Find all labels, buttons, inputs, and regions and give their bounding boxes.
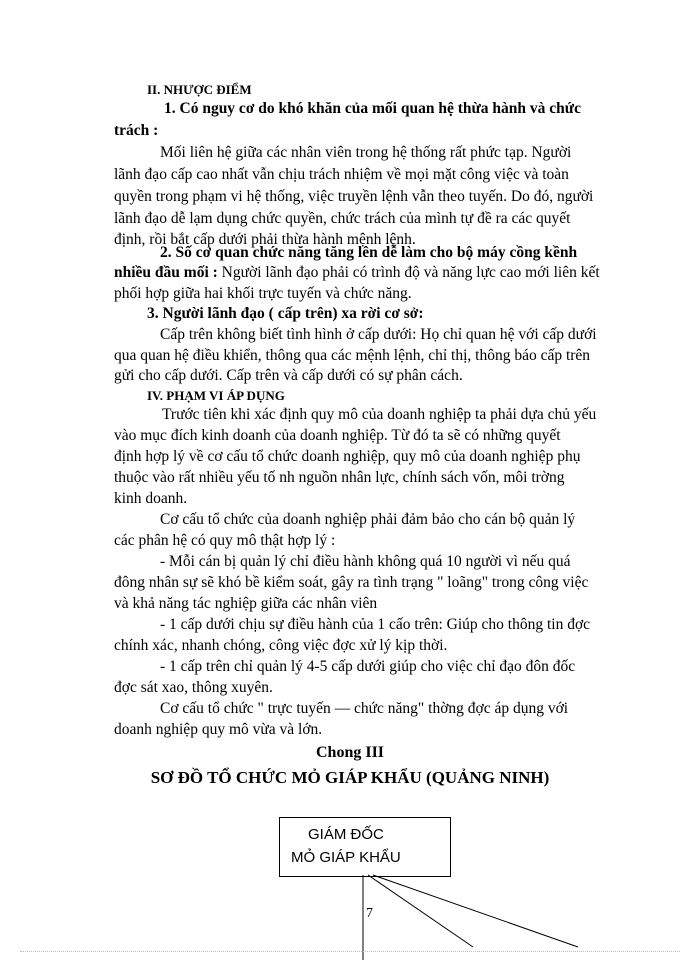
item1-heading-cont: trách :: [114, 122, 159, 139]
bullet-line: chính xác, nhanh chóng, công việc đợc xử lý kịp thời.: [114, 637, 448, 654]
bullet-line: đông nhân sự sẽ khó bề kiểm soát, gây ra tình trạng " loãng" trong công việc: [114, 574, 589, 591]
org-box-line1: GIÁM ĐỐC: [308, 826, 384, 843]
text-line: lãnh đạo cấp cao nhất vẫn chịu trách nhiệm về mọi mặt công việc và toàn: [114, 166, 569, 183]
org-box-line2: MỎ GIÁP KHẨU: [291, 849, 401, 866]
text-line: phối hợp giữa hai khối trực tuyến và chức năng.: [114, 285, 412, 302]
diagram-title: SƠ ĐỒ TỔ CHỨC MỎ GIÁP KHẨU (QUẢNG NINH): [150, 768, 550, 787]
text-line: qua quan hệ điều khiển, thông qua các mệnh lệnh, chỉ thị, thông báo cấp trên: [114, 347, 591, 364]
connector-line: [373, 875, 578, 947]
text-line: vào mục đích kinh doanh của doanh nghiệp. Từ đó ta sẽ có những quyết: [114, 427, 561, 444]
bullet-line: - Mỗi cán bị quản lý chỉ điều hành không quá 10 người vì nếu quá: [160, 553, 571, 570]
item2-heading: 2. Số cơ quan chức năng tăng lên dễ làm cho bộ máy cồng kềnh: [160, 244, 578, 261]
text-line: Mối liên hệ giữa các nhân viên trong hệ thống rất phức tạp. Người: [160, 144, 572, 161]
text-line: kinh doanh.: [114, 490, 188, 507]
section-heading-scope: IV. PHẠM VI ÁP DỤNG: [147, 388, 285, 403]
text-line: Trước tiên khi xác định quy mô của doanh nghiệp ta phải dựa chủ yếu: [162, 406, 597, 423]
bullet-line: - 1 cấp dưới chịu sự điều hành của 1 cấo trên: Giúp cho thông tin đợc: [160, 616, 591, 633]
page-number: 7: [366, 906, 373, 921]
text-line: thuộc vào rất nhiều yếu tố nh nguồn nhân lực, chính sách vốn, môi trờng: [114, 469, 565, 486]
item2-rest: Người lãnh đạo phải có trình độ và năng lực cao mới liên kết: [217, 264, 600, 281]
text-line: định hợp lý về cơ cấu tổ chức doanh nghiệp, quy mô của doanh nghiệp phụ: [114, 448, 581, 465]
item1-heading: 1. Có nguy cơ do khó khăn của mối quan hệ thừa hành và chức: [164, 100, 581, 117]
chapter-heading: Chong III: [315, 744, 385, 761]
connector-line: [368, 875, 473, 947]
text-line: gửi cho cấp dưới. Cấp trên và cấp dưới có sự phân cách.: [114, 367, 463, 384]
text-line: các phân hệ có quy mô thật hợp lý :: [114, 532, 336, 549]
text-line: lãnh đạo dễ lạm dụng chức quyền, chức trách của mình tự đề ra các quyết: [114, 210, 571, 227]
bullet-line: - 1 cấp trên chỉ quản lý 4-5 cấp dưới giúp cho việc chỉ đạo đôn đốc: [160, 658, 576, 675]
item3-heading: 3. Người lãnh đạo ( cấp trên) xa rời cơ sở:: [147, 305, 424, 322]
text-line: quyền trong phạm vi hệ thống, việc truyền lệnh vẫn theo tuyến. Do đó, người: [114, 188, 594, 205]
text-line: doanh nghiệp quy mô vừa và lớn.: [114, 721, 323, 738]
page-bottom-rule: [20, 951, 680, 952]
item2-bold: nhiều đầu mối :: [114, 264, 218, 281]
text-line: Cơ cấu tổ chức của doanh nghiệp phải đảm bảo cho cán bộ quản lý: [160, 511, 576, 528]
text-line: định, rồi bắt cấp dưới phải thừa hành mệnh lệnh.: [114, 231, 416, 248]
text-line: Cơ cấu tổ chức " trực tuyến — chức năng" thờng đợc áp dụng với: [160, 700, 569, 717]
text-line: Cấp trên không biết tình hình ở cấp dưới: Họ chỉ quan hệ với cấp dưới: [160, 326, 597, 343]
bullet-line: và khả năng tác nghiệp giữa các nhân viên: [114, 595, 378, 612]
section-heading-drawbacks: II. NHƯỢC ĐIỂM: [147, 82, 252, 97]
bullet-line: đợc sát xao, thông xuyên.: [114, 679, 273, 696]
